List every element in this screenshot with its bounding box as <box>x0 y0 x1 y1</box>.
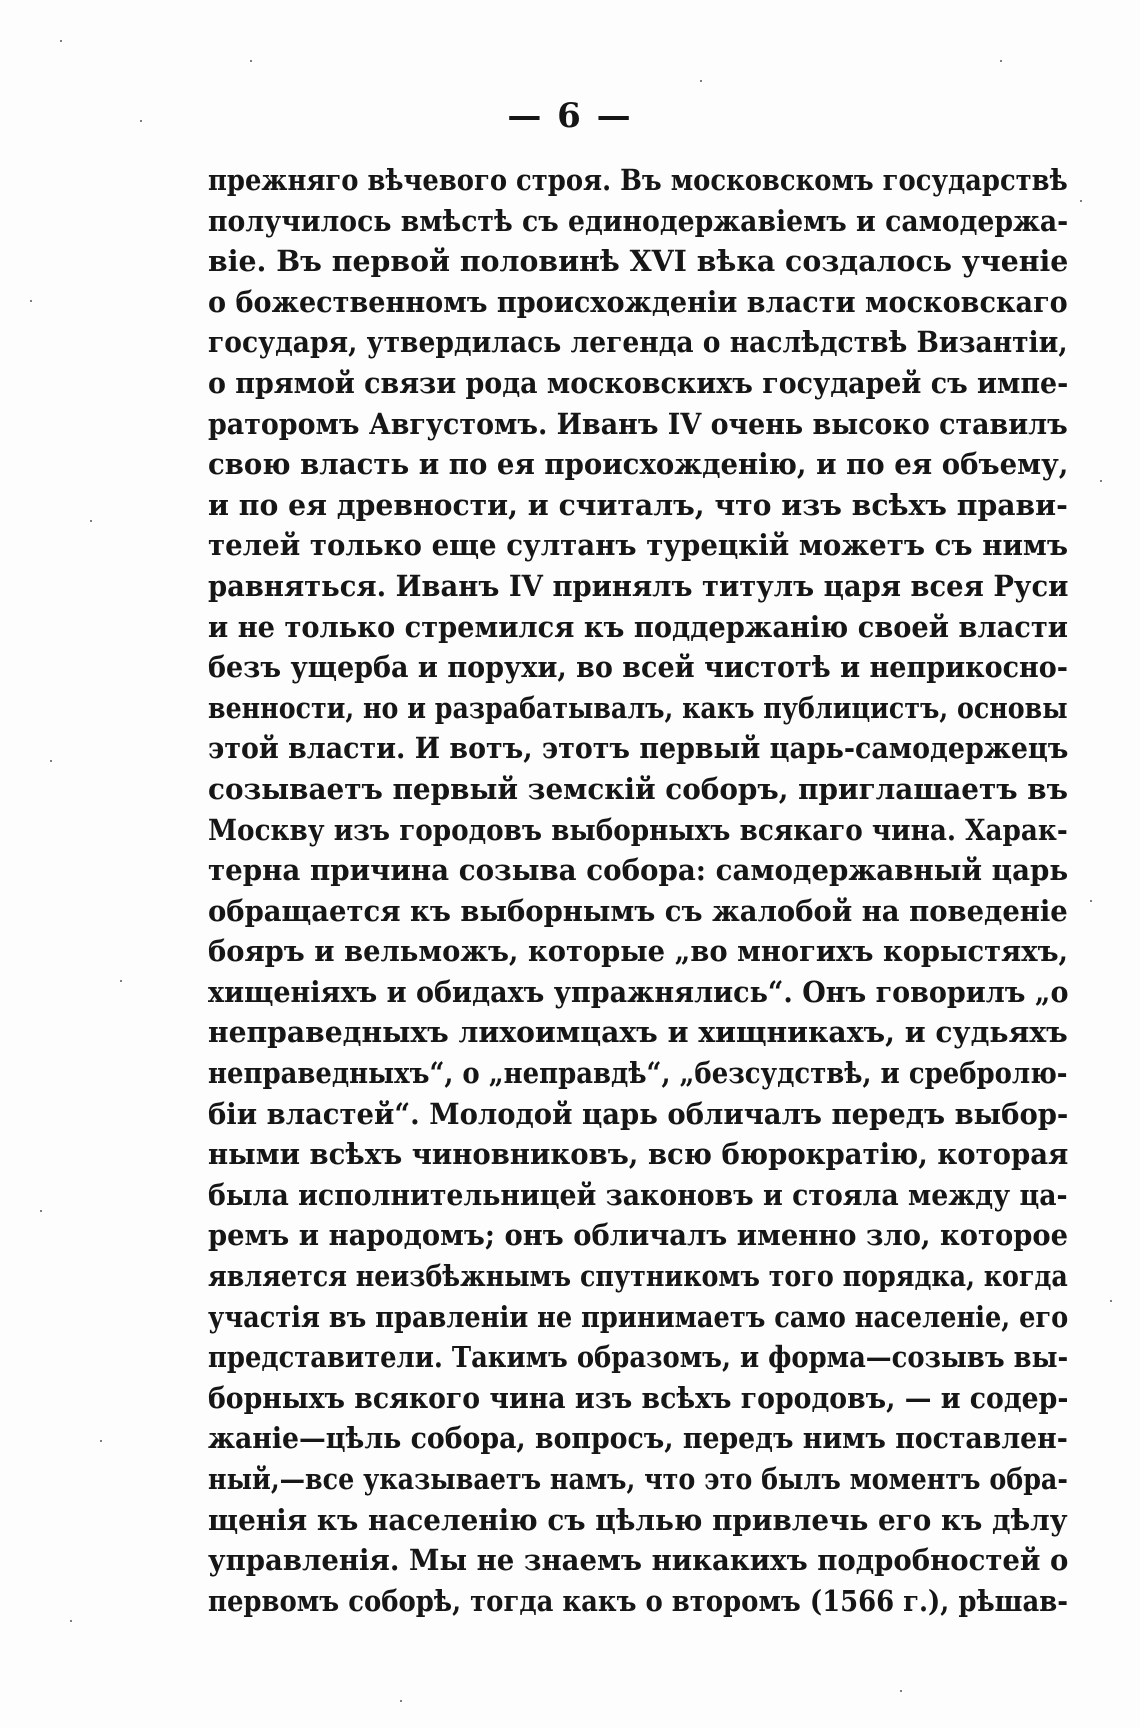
scan-speck <box>1110 1300 1112 1302</box>
text-line: является неизбѣжнымъ спутникомъ того порядка, когда <box>208 1259 1068 1294</box>
text-line: віе. Въ первой половинѣ XVI вѣка создалось ученіе <box>208 244 1068 279</box>
text-line: ными всѣхъ чиновниковъ, всю бюрократію, которая <box>208 1137 1068 1172</box>
text-line: раторомъ Августомъ. Иванъ IV очень высоко ставилъ <box>208 406 1068 441</box>
scan-speck <box>700 80 702 82</box>
scan-speck <box>250 60 252 62</box>
text-line: и не только стремился къ поддержанію своей власти <box>208 609 1068 644</box>
scan-speck <box>1080 200 1082 202</box>
text-line: жаніе—цѣль собора, вопросъ, передъ нимъ поставлен- <box>208 1421 1068 1456</box>
text-line: созываетъ первый земскій соборъ, приглашаетъ въ <box>208 771 1068 806</box>
text-line: этой власти. И вотъ, этотъ первый царь-самодержецъ <box>208 731 1068 766</box>
text-line: борныхъ всякого чина изъ всѣхъ городовъ, — и содер- <box>208 1380 1068 1415</box>
text-line: о прямой связи рода московскихъ государей съ импе- <box>208 365 1068 400</box>
text-line: телей только еще султанъ турецкій можетъ съ нимъ <box>208 528 1068 563</box>
scan-speck <box>60 40 62 42</box>
text-line: равняться. Иванъ IV принялъ титулъ царя всея Руси <box>208 568 1068 603</box>
text-line: была исполнительницей законовъ и стояла между ца- <box>208 1177 1068 1212</box>
text-line: представители. Такимъ образомъ, и форма—созывъ вы- <box>208 1340 1068 1375</box>
body-text <box>208 160 1068 1621</box>
text-line: хищеніяхъ и обидахъ упражнялись“. Онъ говорилъ „о <box>208 974 1068 1009</box>
scan-speck <box>1100 480 1102 482</box>
text-line: терна причина созыва собора: самодержавный царь <box>208 853 1068 888</box>
scan-speck <box>120 980 122 982</box>
text-line: первомъ соборѣ, тогда какъ о второмъ (1566 г.), рѣшав- <box>208 1583 1068 1618</box>
text-line: и по ея древности, и считалъ, что изъ всѣхъ прави- <box>208 487 1068 522</box>
text-line: обращается къ выборнымъ съ жалобой на поведеніе <box>208 893 1068 928</box>
text-line: неправедныхъ лихоимцахъ и хищникахъ, и судьяхъ <box>208 1015 1068 1050</box>
text-line: безъ ущерба и порухи, во всей чистотѣ и неприкосно- <box>208 650 1068 685</box>
scan-speck <box>40 1210 42 1212</box>
scan-speck <box>900 1690 902 1692</box>
scan-speck <box>50 760 52 762</box>
scan-speck <box>70 1620 72 1622</box>
text-line: ный,—все указываетъ намъ, что это былъ моментъ обра- <box>208 1462 1068 1496</box>
page-number: — 6 — <box>507 96 633 136</box>
scan-speck <box>30 300 32 302</box>
text-line: венности, но и разрабатывалъ, какъ публицистъ, основы <box>208 690 1068 725</box>
text-line: ремъ и народомъ; онъ обличалъ именно зло, которое <box>208 1218 1068 1253</box>
text-line: Москву изъ городовъ выборныхъ всякаго чина. Харак- <box>208 812 1068 847</box>
text-line: о божественномъ происхожденіи власти московскаго <box>208 284 1068 319</box>
scan-speck <box>1090 900 1092 902</box>
scan-speck <box>140 120 142 122</box>
text-line: біи властей“. Молодой царь обличалъ передъ выбор- <box>208 1096 1068 1131</box>
text-line: участія въ правленіи не принимаетъ само населеніе, его <box>208 1299 1068 1334</box>
text-line: управленія. Мы не знаемъ никакихъ подробностей о <box>208 1543 1068 1578</box>
text-line: государя, утвердилась легенда о наслѣдствѣ Византіи, <box>208 325 1068 360</box>
scan-speck <box>90 520 92 522</box>
text-line: получилось вмѣстѣ съ единодержавіемъ и самодержа- <box>208 203 1068 238</box>
text-line: прежняго вѣчевого строя. Въ московскомъ государствѣ <box>208 163 1068 197</box>
scan-speck <box>1000 60 1002 62</box>
scan-speck <box>100 1440 102 1442</box>
scan-speck <box>400 1700 402 1702</box>
text-line: бояръ и вельможъ, которые „во многихъ корыстяхъ, <box>208 934 1068 969</box>
text-line: свою власть и по ея происхожденію, и по ея объему, <box>208 447 1068 482</box>
text-line: щенія къ населенію съ цѣлью привлечь его къ дѣлу <box>208 1502 1068 1537</box>
text-line: неправедныхъ“, о „неправдѣ“, „безсудствѣ, и сребролю- <box>208 1056 1068 1091</box>
